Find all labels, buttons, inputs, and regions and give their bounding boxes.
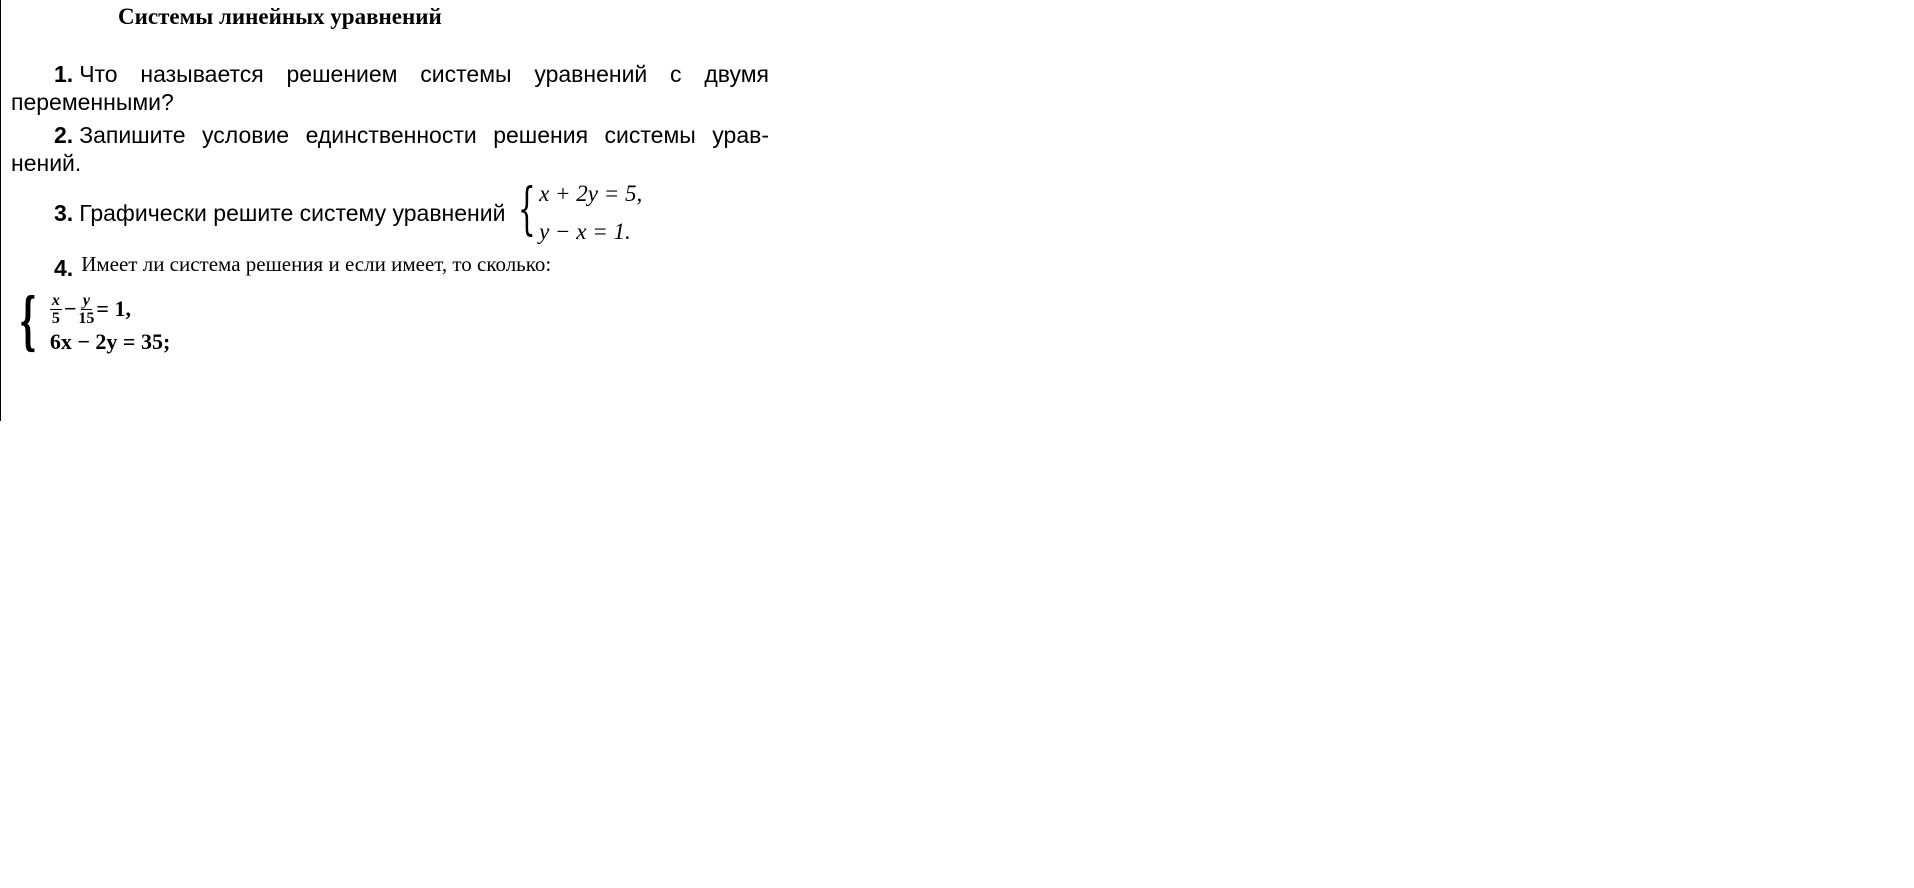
question-1-number: 1. xyxy=(54,61,74,87)
question-1-text-line-1: Что называется решением системы уравнений с двумя xyxy=(79,61,769,87)
system-brace: { xyxy=(518,177,537,242)
fraction-denominator: 5 xyxy=(51,309,60,327)
question-3 xyxy=(54,175,642,251)
equation-system-4-rows xyxy=(50,290,170,356)
fraction-numerator: y xyxy=(82,291,90,309)
equation-rhs: = 1, xyxy=(96,296,131,321)
equation-4-1 xyxy=(50,290,170,328)
question-2-text-line-2: нений. xyxy=(11,150,82,176)
document-title: Системы линейных уравнений xyxy=(118,4,442,29)
question-4-number: 4. xyxy=(54,255,74,281)
equation-4-2: 6x − 2y = 35; xyxy=(49,329,171,354)
equation-system-3 xyxy=(539,175,642,251)
question-2-line-1 xyxy=(11,121,769,149)
question-1-line-1 xyxy=(11,60,769,88)
fraction-x-over-5 xyxy=(50,292,62,327)
fraction-denominator: 15 xyxy=(78,309,95,327)
question-1-text-line-2: переменными? xyxy=(11,89,174,115)
minus-sign: − xyxy=(63,296,77,321)
fraction-y-over-15 xyxy=(78,292,94,327)
question-2-number: 2. xyxy=(54,122,74,148)
system-brace: { xyxy=(18,284,37,357)
question-2-text-line-1: Запишите условие единственности решения системы урав- xyxy=(79,122,769,148)
question-2 xyxy=(11,121,769,177)
fraction-numerator: x xyxy=(51,291,60,309)
equation-system-4 xyxy=(8,284,171,357)
equation-3-1: x + 2y = 5, xyxy=(539,181,643,206)
question-4-text: Имеет ли система решения и если имеет, то сколько: xyxy=(81,252,552,276)
equation-3-2: y − x = 1. xyxy=(539,219,631,244)
page-left-border xyxy=(0,0,1,421)
question-4 xyxy=(54,250,552,281)
question-3-number: 3. xyxy=(54,199,74,226)
question-1 xyxy=(11,60,769,116)
question-3-text: Графически решите систему уравнений xyxy=(79,199,506,226)
